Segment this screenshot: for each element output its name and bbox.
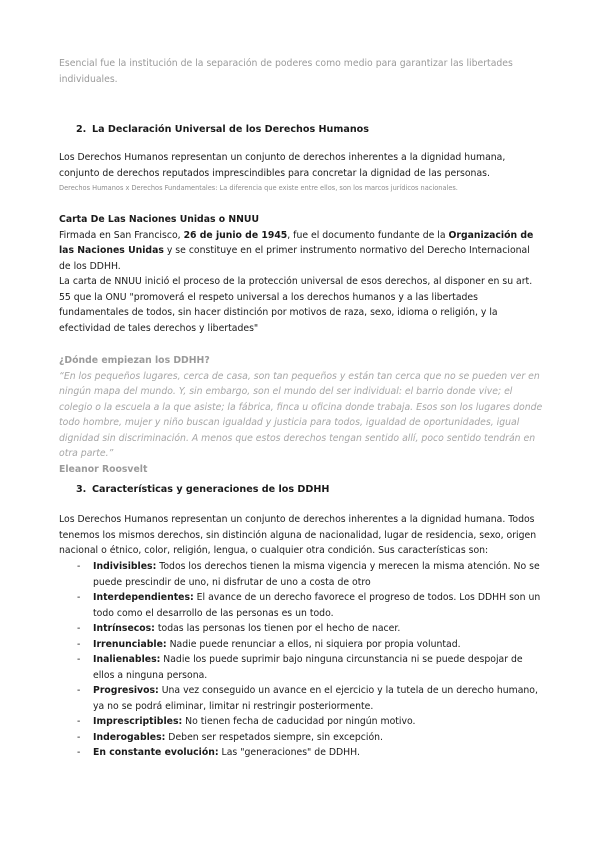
characteristics-list xyxy=(59,559,543,761)
section-2-paragraph: Los Derechos Humanos representan un conjunto de derechos inherentes a la dignidad humana, conjunto de derechos reputados imprescindibles para concretar la dignidad de las personas. xyxy=(59,152,506,179)
section-3-heading xyxy=(59,482,543,498)
quote-question: ¿Dónde empiezan los DDHH? xyxy=(59,355,210,366)
item-desc: Todos los derechos tienen la misma vigencia y merecen la misma atención. No se puede prescindir de uno, ni disfrutar de uno a costa de otro xyxy=(93,561,540,588)
section-3-paragraph: Los Derechos Humanos representan un conjunto de derechos inherentes a la dignidad humana. Todos tenemos los mismos derechos, sin distinción alguna de nacionalidad, lugar de residencia, sexo, origen nacional o étnico, color, religión, lengua, o cualquier otra condición. Sus características son: xyxy=(59,514,537,556)
item-term: Imprescriptibles: xyxy=(93,716,183,727)
bullet-dash: - xyxy=(77,623,81,634)
item-desc: El avance de un derecho favorece el progreso de todos. Los DDHH son un todo como el desarrollo de las personas es un todo. xyxy=(93,592,541,619)
list-item xyxy=(59,730,543,746)
bullet-dash: - xyxy=(77,592,81,603)
carta-block xyxy=(59,212,543,336)
section-2-number: 2. xyxy=(76,124,87,135)
item-desc: No tienen fecha de caducidad por ningún motivo. xyxy=(182,716,416,727)
carta-org-name: Organización de las Naciones Unidas xyxy=(59,229,534,256)
item-term: Inalienables: xyxy=(93,654,161,665)
characteristics-list-container xyxy=(59,559,543,761)
section-2-title: La Declaración Universal de los Derechos Humanos xyxy=(92,124,369,135)
list-item xyxy=(59,745,543,761)
item-term: En constante evolución: xyxy=(93,747,219,758)
list-item xyxy=(59,590,543,621)
list-item xyxy=(59,637,543,653)
item-desc: Deben ser respetados siempre, sin excepción. xyxy=(165,731,384,743)
item-term: Inderogables: xyxy=(93,731,166,743)
item-desc: Nadie puede renunciar a ellos, ni siquiera por propia voluntad. xyxy=(166,638,461,650)
quote-author: Eleanor Roosvelt xyxy=(59,463,148,475)
item-term: Interdependientes: xyxy=(93,592,194,603)
bullet-dash: - xyxy=(77,638,81,650)
bullet-dash: - xyxy=(77,716,81,727)
list-item xyxy=(59,714,543,730)
quote-block xyxy=(59,353,543,477)
quote-text: “En los pequeños lugares, cerca de casa, son tan pequeños y están tan cerca que no se pueden ver en ningún mapa del mundo. Y, sin embargo, son el mundo del ser individual: el barrio donde vive; el colegio o la escuela a la que asiste; la fábrica, finca u oficina donde trabaja. Esos son los lugares donde todo hombre, mujer y niño buscan igualdad y justicia para todos, igualdad de oportunidades, igual dignidad sin discriminación. A menos que estos derechos tengan sentido allí, poco sentido tendrán en otra parte.” xyxy=(59,370,543,459)
item-desc: Una vez conseguido un avance en el ejercicio y la tutela de un derecho humano, ya no se podrá eliminar, limitar ni restringir posteriormente. xyxy=(93,685,538,712)
carta-paragraph-1 xyxy=(59,228,543,275)
carta-text: Firmada en San Francisco, xyxy=(59,229,184,241)
bullet-dash: - xyxy=(77,654,81,665)
carta-title: Carta De Las Naciones Unidas o NNUU xyxy=(59,214,260,225)
item-term: Progresivos: xyxy=(93,685,159,696)
list-item xyxy=(59,559,543,590)
item-term: Irrenunciable: xyxy=(93,638,167,650)
item-desc: todas las personas los tienen por el hecho de nacer. xyxy=(154,623,401,634)
list-item xyxy=(59,621,543,637)
item-desc: Las "generaciones" de DDHH. xyxy=(218,747,360,758)
item-term: Intrínsecos: xyxy=(93,623,155,634)
section-3-number: 3. xyxy=(76,484,87,495)
bullet-dash: - xyxy=(77,731,81,743)
section-3-title: Características y generaciones de los DDHH xyxy=(92,484,330,495)
list-item xyxy=(59,683,543,714)
item-term: Indivisibles: xyxy=(93,561,157,572)
item-desc: Nadie los puede suprimir bajo ninguna circunstancia ni se puede despojar de ellos a ninguna persona. xyxy=(93,654,523,681)
carta-date: 26 de junio de 1945 xyxy=(183,229,288,241)
section-2-heading xyxy=(59,122,543,138)
list-item xyxy=(59,652,543,683)
bullet-dash: - xyxy=(77,747,81,758)
bullet-dash: - xyxy=(77,685,81,696)
intro-paragraph: Esencial fue la institución de la separación de poderes como medio para garantizar las libertades individuales. xyxy=(59,58,513,85)
section-2-note: Derechos Humanos x Derechos Fundamentales: La diferencia que existe entre ellos, son los marcos jurídicos nacionales. xyxy=(59,184,458,192)
carta-paragraph-2: La carta de NNUU inició el proceso de la protección universal de esos derechos, al disponer en su art. 55 que la ONU "promoverá el respeto universal a los derechos humanos y a las libertades fundamentales de todos, sin hacer distinción por motivos de raza, sexo, idioma o religión, y la efectividad de tales derechos y libertades" xyxy=(59,276,533,334)
bullet-dash: - xyxy=(77,561,81,572)
carta-text: , fue el documento fundante de la xyxy=(287,229,449,241)
carta-text: y se constituye en el primer instrumento normativo del Derecho Internacional de los DDHH. xyxy=(59,245,530,272)
